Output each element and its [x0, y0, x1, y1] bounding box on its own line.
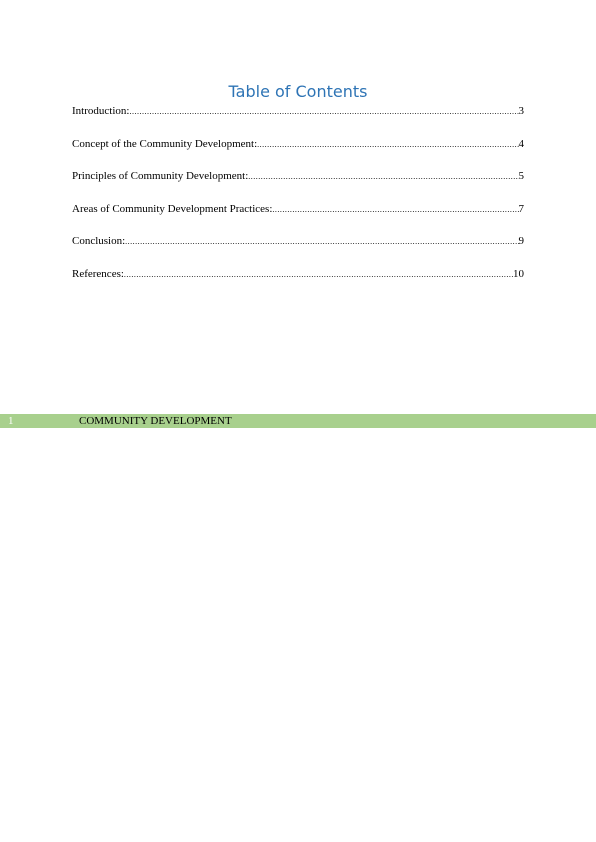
page-number: 1 [8, 415, 14, 427]
toc-entry-label: Principles of Community Development: [72, 170, 249, 183]
toc-entry-principles[interactable] [72, 169, 524, 202]
toc-entry-label: Concept of the Community Development: [72, 137, 258, 150]
toc-entry-introduction[interactable] [72, 104, 524, 137]
toc-entry-page: 4 [518, 137, 524, 150]
toc-entry-label: Areas of Community Development Practices: [72, 202, 273, 215]
toc-entry-page: 5 [518, 170, 524, 183]
toc-entry-page: 3 [518, 105, 524, 117]
toc-dot-leader [124, 268, 513, 282]
toc-entry-page: 7 [518, 202, 524, 215]
toc-entry-conclusion[interactable] [72, 234, 524, 267]
toc-entry-label: Introduction: [72, 105, 130, 117]
toc-dot-leader [272, 203, 518, 217]
toc-dot-leader [125, 235, 518, 249]
toc-entry-areas[interactable] [72, 202, 524, 235]
toc-dot-leader [257, 138, 518, 152]
toc-entry-label: Conclusion: [72, 235, 126, 248]
toc-entry-label: References: [72, 267, 124, 280]
running-header-band [0, 414, 596, 428]
toc-list [72, 104, 524, 300]
running-head-title: COMMUNITY DEVELOPMENT [79, 415, 232, 427]
toc-entry-concept[interactable] [72, 137, 524, 170]
toc-entry-references[interactable] [72, 267, 524, 300]
toc-dot-leader [248, 170, 518, 184]
toc-entry-page: 10 [513, 267, 524, 280]
toc-dot-leader [129, 105, 518, 119]
toc-title: Table of Contents [228, 82, 368, 101]
toc-entry-page: 9 [518, 235, 524, 248]
